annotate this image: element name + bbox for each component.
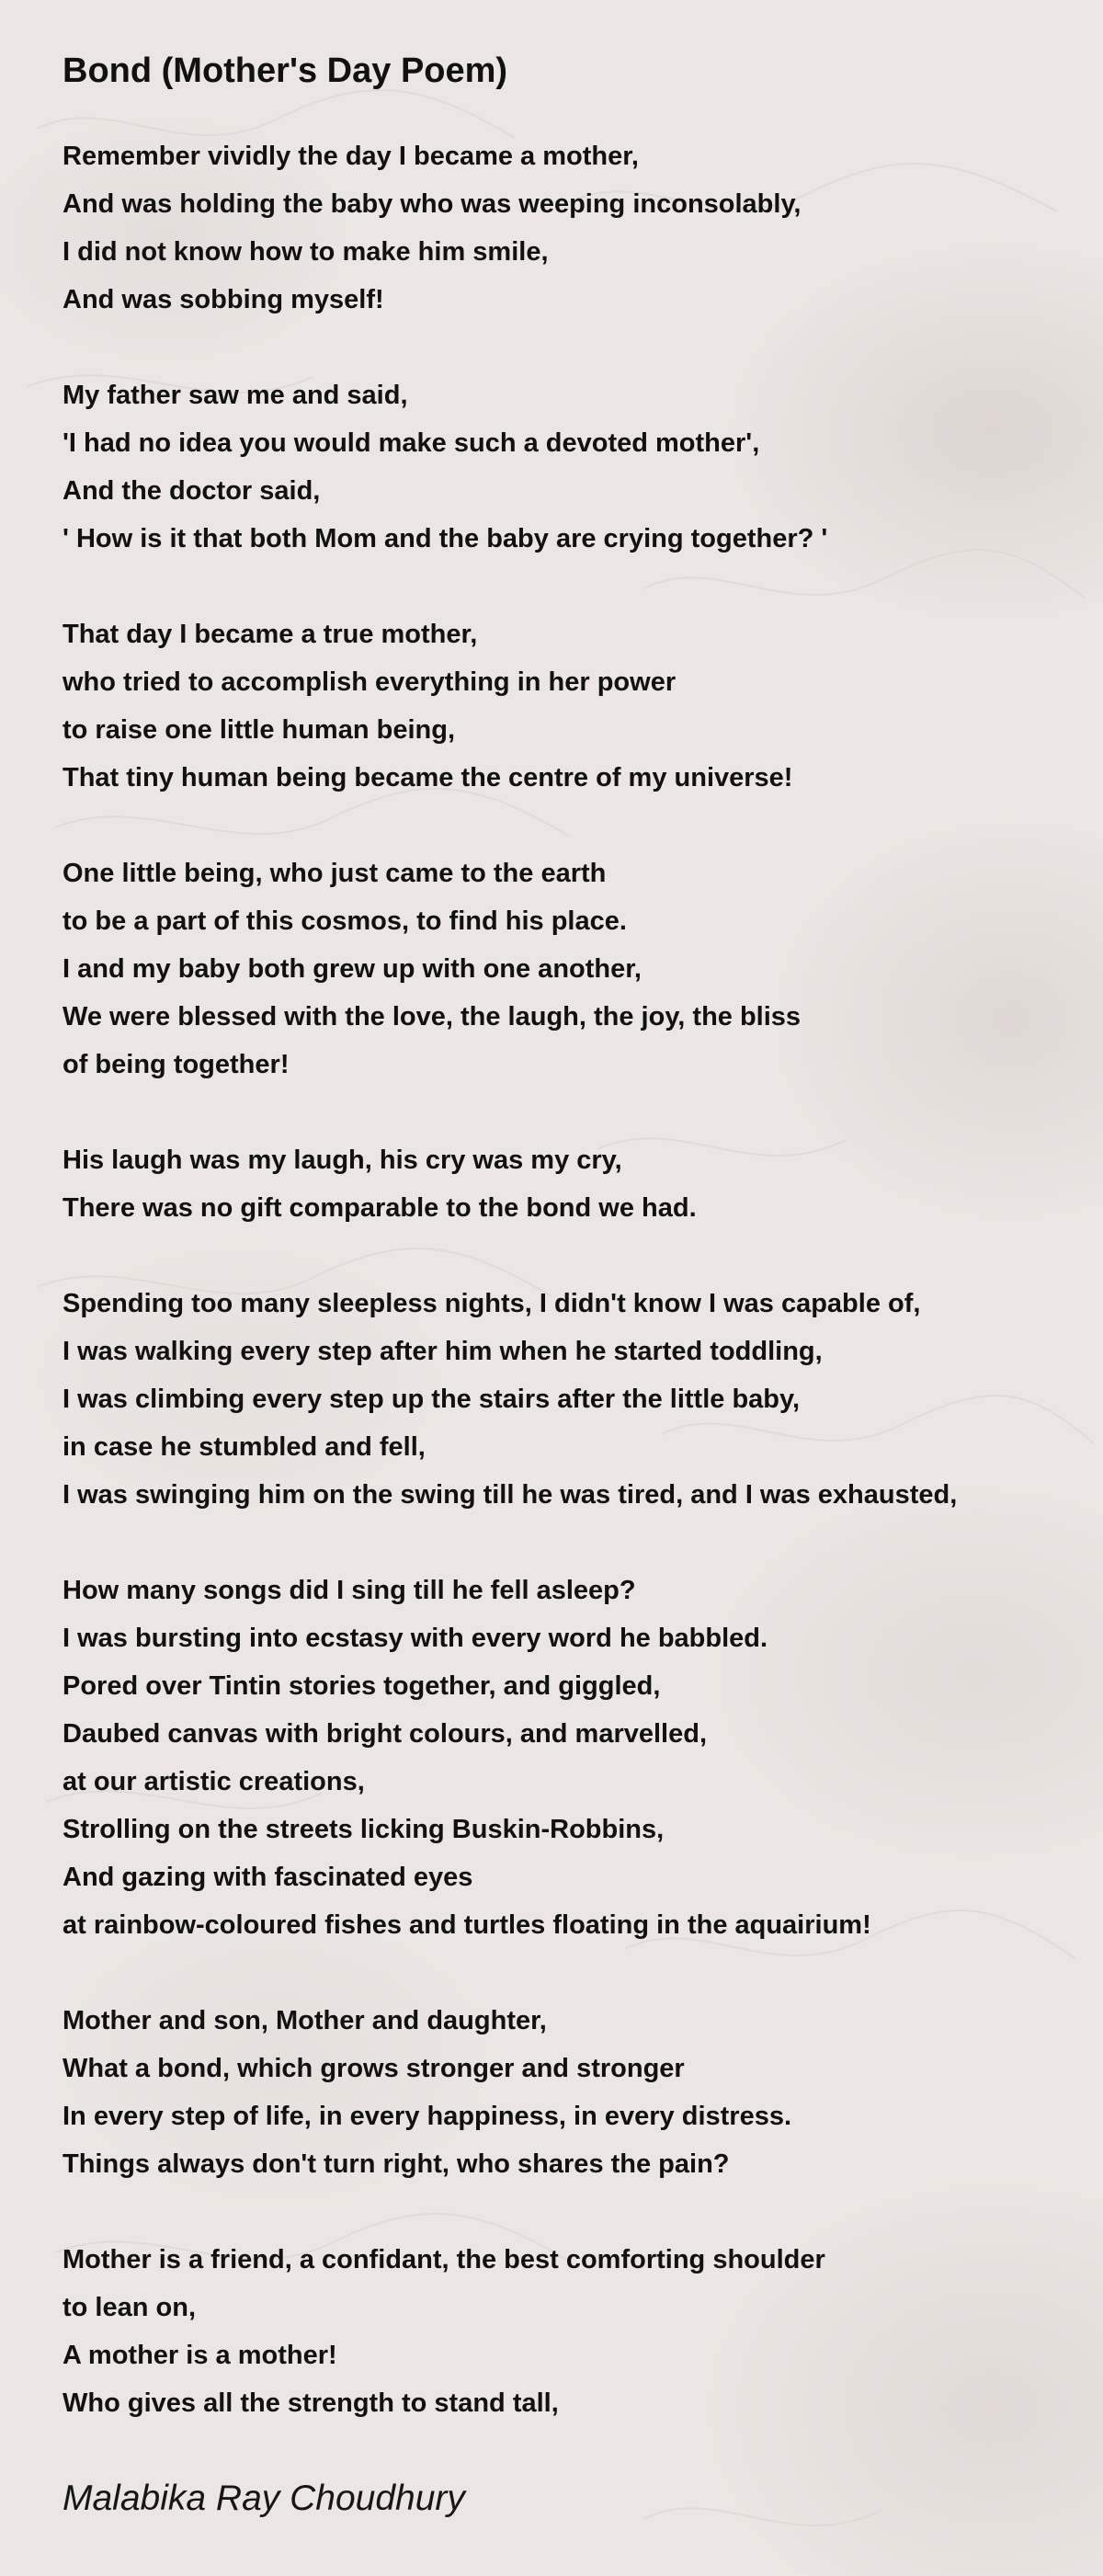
- poem-line: And the doctor said,: [63, 476, 321, 506]
- stanza: [63, 1567, 1083, 1949]
- poem-line: to lean on,: [63, 2293, 196, 2322]
- poem-line: I was walking every step after him when he started toddling,: [63, 1337, 823, 1366]
- poem-body: [63, 132, 1083, 2427]
- poem-line: I did not know how to make him smile,: [63, 237, 549, 267]
- stanza: [63, 371, 1083, 563]
- poem-line: His laugh was my laugh, his cry was my cry,: [63, 1146, 622, 1175]
- poem-line: What a bond, which grows stronger and stronger: [63, 2054, 685, 2083]
- poem-line: That day I became a true mother,: [63, 620, 478, 649]
- poem-line: My father saw me and said,: [63, 381, 408, 410]
- poem-line: And was holding the baby who was weeping inconsolably,: [63, 189, 802, 219]
- poem-line: Daubed canvas with bright colours, and marvelled,: [63, 1719, 707, 1749]
- poem-line: In every step of life, in every happiness, in every distress.: [63, 2102, 792, 2131]
- poem-line: I was climbing every step up the stairs after the little baby,: [63, 1385, 801, 1414]
- poem-line: at rainbow-coloured fishes and turtles floating in the aquairium!: [63, 1910, 871, 1940]
- poem-line: And was sobbing myself!: [63, 285, 384, 314]
- poem-line: One little being, who just came to the earth: [63, 859, 607, 888]
- poem-author: Malabika Ray Choudhury: [63, 2479, 465, 2518]
- poem-line: I was bursting into ecstasy with every word he babbled.: [63, 1624, 768, 1653]
- poem-line: A mother is a mother!: [63, 2341, 337, 2370]
- poem-title: Bond (Mother's Day Poem): [63, 51, 508, 90]
- poem-line: I and my baby both grew up with one another,: [63, 954, 642, 984]
- poem-line: ' How is it that both Mom and the baby are crying together? ': [63, 524, 828, 553]
- stanza: [63, 1997, 1083, 2188]
- poem-line: to be a part of this cosmos, to find his place.: [63, 906, 627, 936]
- poem-line: Pored over Tintin stories together, and giggled,: [63, 1671, 661, 1701]
- poem-container: [63, 48, 1083, 2475]
- poem-line: How many songs did I sing till he fell asleep?: [63, 1576, 636, 1605]
- poem-line: Mother and son, Mother and daughter,: [63, 2006, 547, 2035]
- poem-line: in case he stumbled and fell,: [63, 1432, 426, 1462]
- stanza: [63, 2236, 1083, 2427]
- poem-line: That tiny human being became the centre of my universe!: [63, 763, 793, 792]
- stanza: [63, 132, 1083, 324]
- poem-line: 'I had no idea you would make such a devoted mother',: [63, 428, 760, 458]
- poem-line: who tried to accomplish everything in her power: [63, 667, 677, 697]
- poem-line: of being together!: [63, 1050, 290, 1079]
- stanza: [63, 849, 1083, 1089]
- poem-line: I was swinging him on the swing till he was tired, and I was exhausted,: [63, 1480, 958, 1510]
- poem-line: Who gives all the strength to stand tall,: [63, 2388, 559, 2418]
- poem-line: Remember vividly the day I became a mother,: [63, 142, 639, 171]
- poem-line: Spending too many sleepless nights, I didn't know I was capable of,: [63, 1289, 921, 1318]
- poem-line: Strolling on the streets licking Buskin-Robbins,: [63, 1815, 665, 1844]
- poem-line: Mother is a friend, a confidant, the best comforting shoulder: [63, 2245, 825, 2274]
- poem-line: Things always don't turn right, who shares the pain?: [63, 2149, 730, 2179]
- stanza: [63, 1280, 1083, 1519]
- poem-line: And gazing with fascinated eyes: [63, 1863, 473, 1892]
- poem-line: There was no gift comparable to the bond we had.: [63, 1193, 697, 1223]
- poem-line: to raise one little human being,: [63, 715, 455, 745]
- stanza: [63, 1136, 1083, 1232]
- stanza: [63, 610, 1083, 802]
- poem-line: We were blessed with the love, the laugh, the joy, the bliss: [63, 1002, 802, 1032]
- poem-line: at our artistic creations,: [63, 1767, 365, 1796]
